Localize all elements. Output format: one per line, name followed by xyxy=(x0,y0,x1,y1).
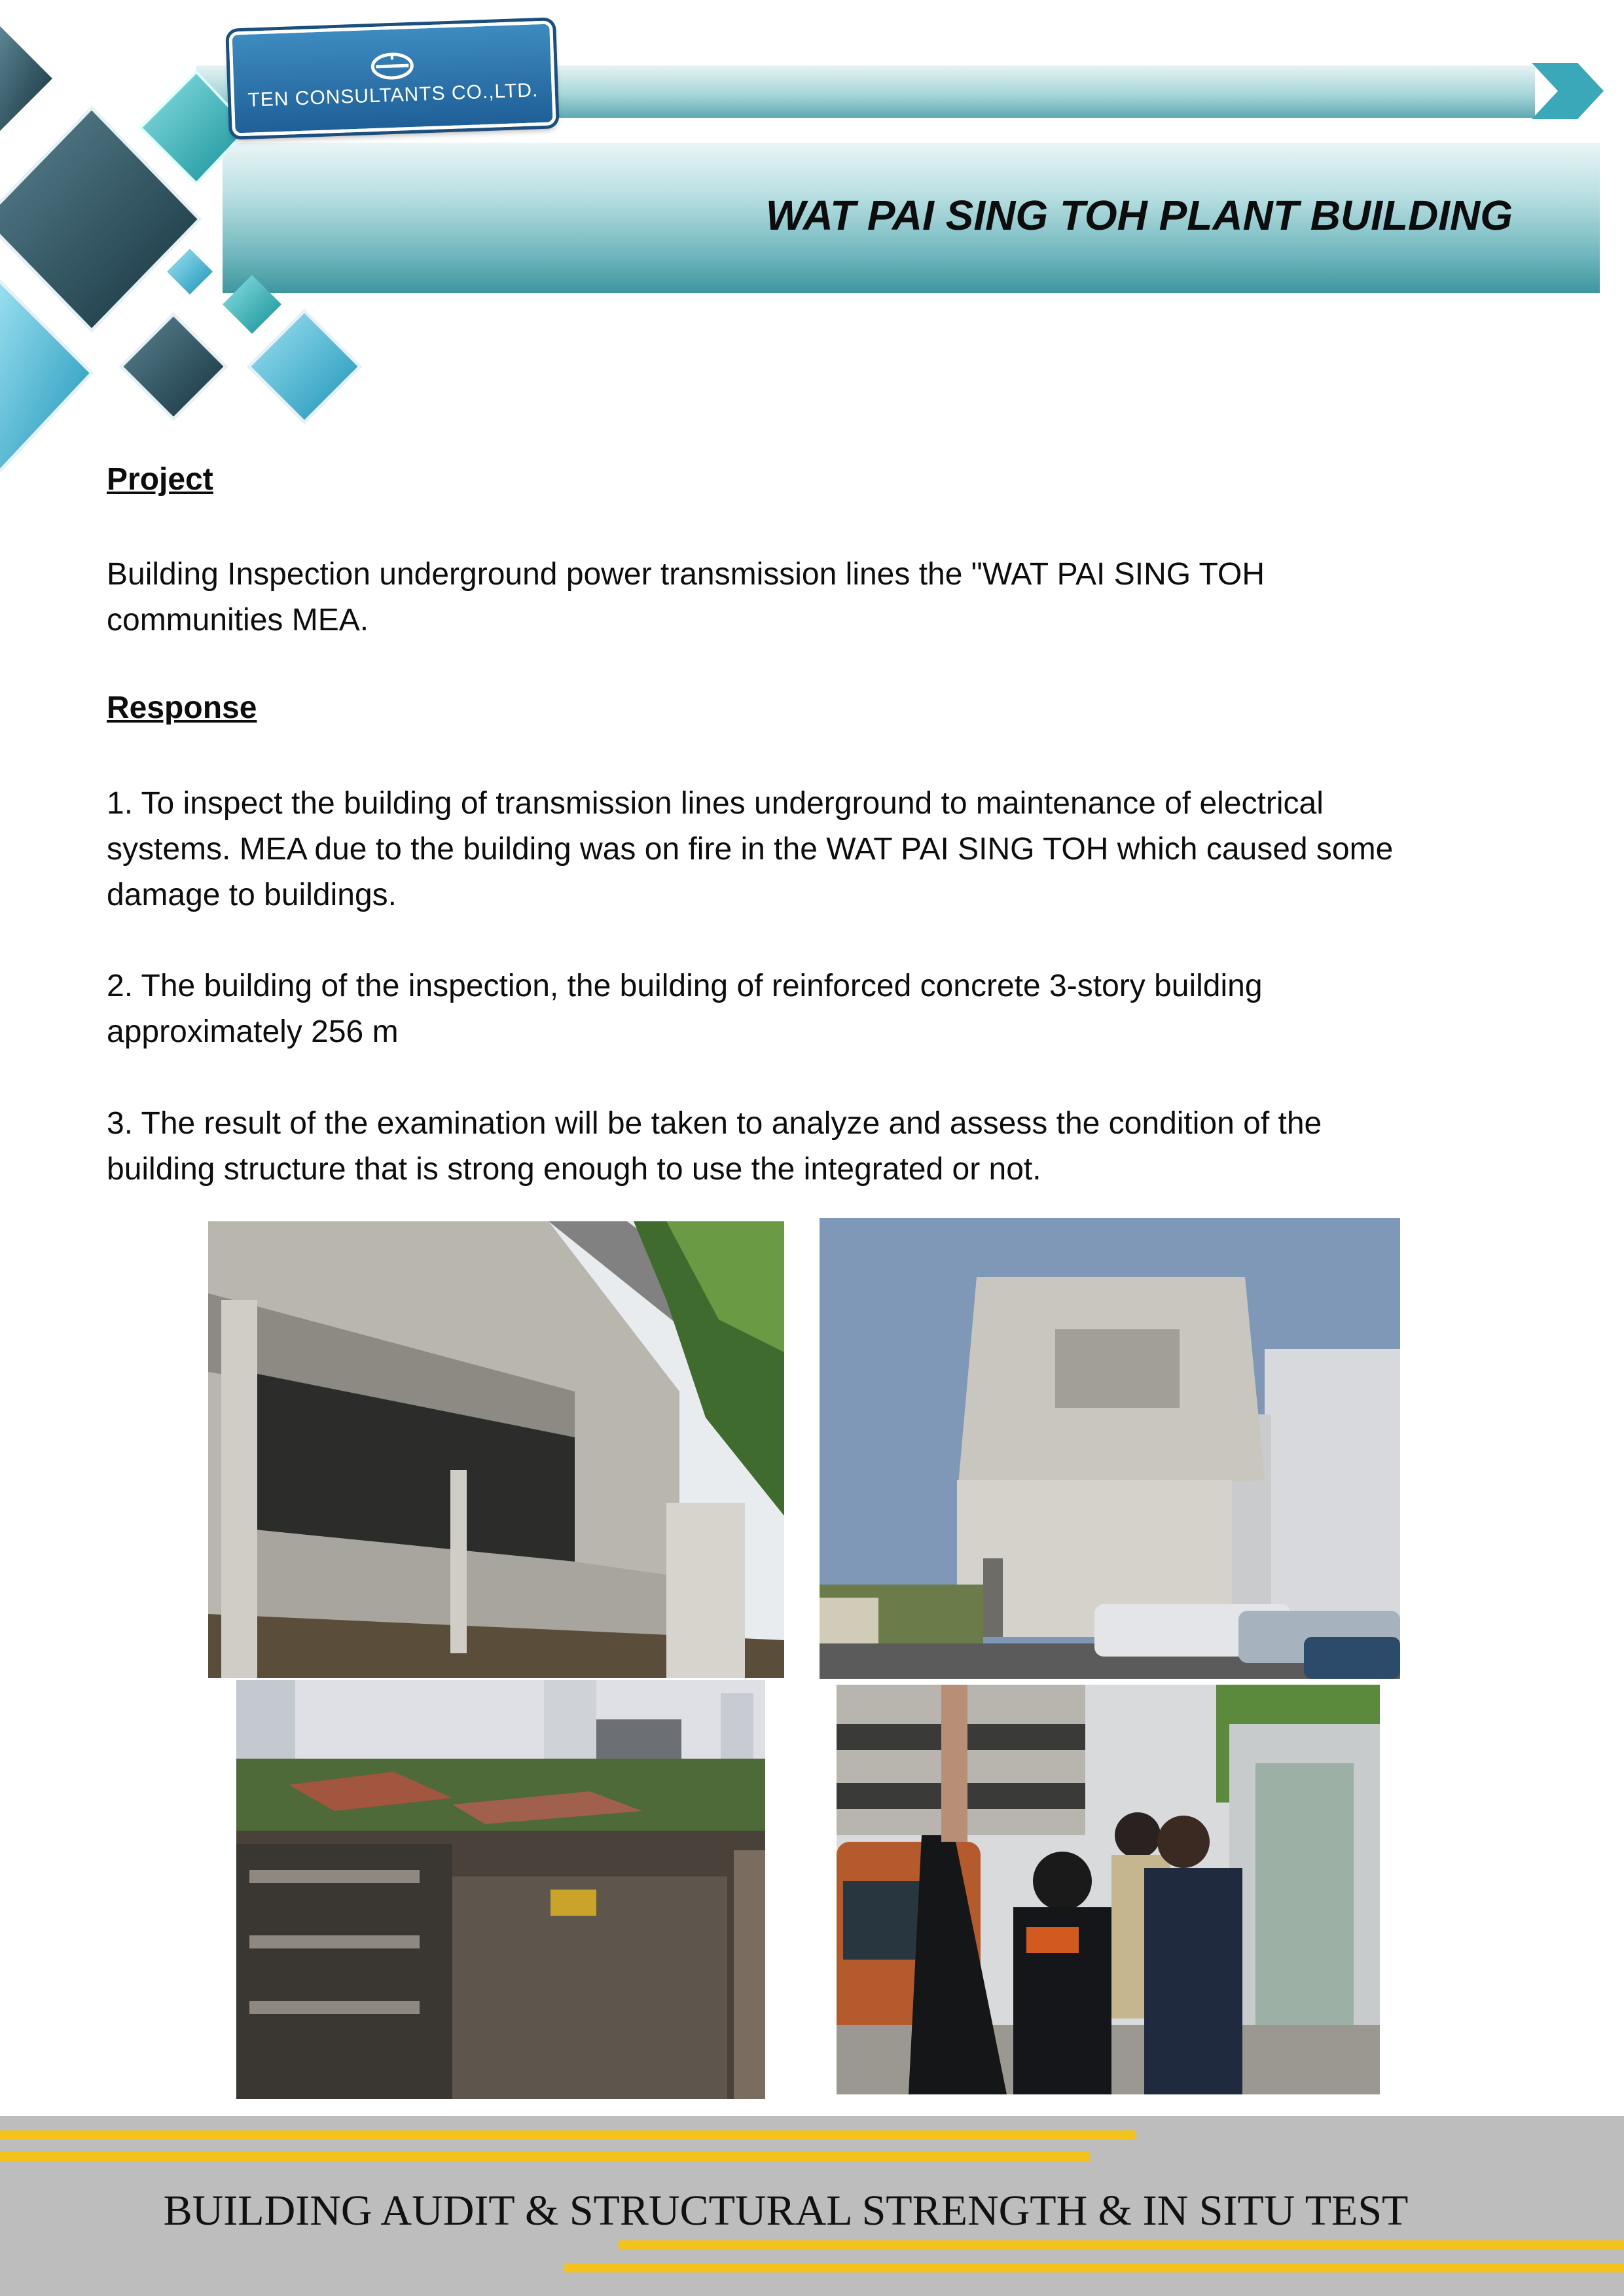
response-text-line: 3. The result of the examination will be taken to analyze and assess the condition of the xyxy=(107,1106,1322,1141)
response-text-line: approximately 256 m xyxy=(107,1014,399,1049)
footer-stripe xyxy=(0,2152,1090,2161)
company-name: TEN CONSULTANTS CO.,LTD. xyxy=(247,79,539,111)
concrete-building-photo xyxy=(820,1218,1400,1679)
response-text-line: 2. The building of the inspection, the building of reinforced concrete 3-story building xyxy=(107,969,1263,1003)
arrow-chevron-icon xyxy=(1532,63,1604,119)
project-text-line: communities MEA. xyxy=(107,603,369,637)
response-item-1 xyxy=(107,781,1547,918)
inspection-team-photo xyxy=(837,1685,1380,2094)
burned-community-photo xyxy=(236,1680,765,2099)
project-text-line: Building Inspection underground power transmission lines the "WAT PAI SING TOH xyxy=(107,557,1265,592)
company-logo xyxy=(228,20,556,136)
logo-emblem-icon xyxy=(362,49,422,82)
page-title: WAT PAI SING TOH PLANT BUILDING xyxy=(765,192,1513,239)
response-heading: Response xyxy=(107,691,257,725)
fire-damaged-building-photo xyxy=(208,1221,784,1678)
response-item-2 xyxy=(107,963,1547,1055)
response-text-line: systems. MEA due to the building was on fire in the WAT PAI SING TOH which caused some xyxy=(107,832,1394,867)
response-item-3 xyxy=(107,1101,1547,1193)
footer-tagline: BUILDING AUDIT & STRUCTURAL STRENGTH & IN SITU TEST xyxy=(163,2187,1409,2234)
response-text-line: 1. To inspect the building of transmission lines underground to maintenance of electrical xyxy=(107,786,1324,821)
project-heading: Project xyxy=(107,462,213,497)
footer-stripe xyxy=(619,2240,1624,2250)
response-text-line: damage to buildings. xyxy=(107,878,397,912)
response-text-line: building structure that is strong enough to use the integrated or not. xyxy=(107,1152,1041,1187)
footer-stripe xyxy=(0,2130,1136,2140)
footer-stripe xyxy=(564,2263,1624,2272)
project-description xyxy=(107,552,1547,643)
